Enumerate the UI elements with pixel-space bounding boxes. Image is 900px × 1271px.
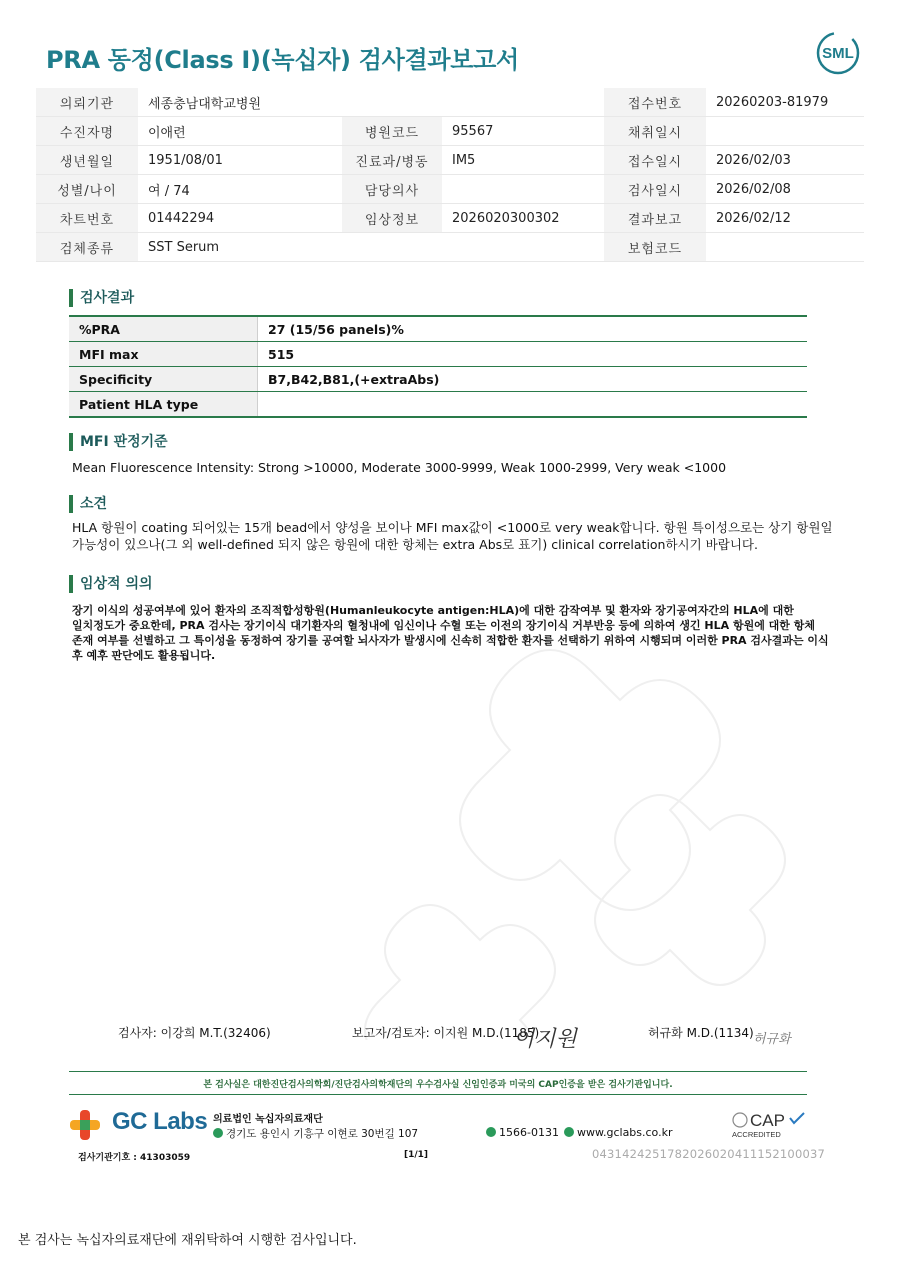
label-hospital-code: 병원코드 [342,117,442,146]
info-row [36,117,864,146]
phone-icon [486,1127,496,1137]
label-result-report: 결과보고 [604,204,706,233]
clinical-line: 존재 여부를 선별하고 그 특이성을 동정하여 장기를 공여할 뇌사자가 발생시에 신속히 적합한 환자를 선택하기 위하여 시행되며 이러한 PRA 검사결과는 이식 [72,634,829,647]
value-department: IM5 [442,146,604,175]
result-value: 515 [258,342,808,367]
clinical-line: 일치정도가 중요한데, PRA 검사는 장기이식 대기환자의 혈청내에 임신이나 수혈 또는 이전의 장기이식 거부반응 등에 의하여 생긴 HLA 항원에 대한 항체 [72,619,816,632]
value-birth-date: 1951/08/01 [138,146,342,175]
cap-sub-text: ACCREDITED [732,1130,781,1139]
table-row [69,392,807,418]
gc-labs-name: GC Labs [112,1108,208,1135]
doctor-handwritten-sign: 허규화 [753,1032,791,1047]
barcode-number: 04314242517820260204111521000​37 [592,1147,826,1161]
location-pin-icon [213,1128,223,1138]
value-specimen-type: SST Serum [138,233,604,262]
doctor-signature: 허규화 M.D.(1134) [648,1026,754,1040]
value-attending-doctor [442,175,604,204]
website-text[interactable]: www.gclabs.co.kr [577,1126,673,1139]
value-sex-age: 여 / 74 [138,175,342,204]
result-value [258,392,808,418]
value-receipt-date: 2026/02/03 [706,146,864,175]
value-patient-name: 이애련 [138,117,342,146]
mfi-criteria-text: Mean Fluorescence Intensity: Strong >10000, Moderate 3000-9999, Weak 1000-2999, Very weak <1000 [72,460,727,475]
institution-number: 검사기관기호 : 41303059 [78,1153,191,1163]
opinion-line: HLA 항원이 coating 되어있는 15개 bead에서 양성을 보이나 MFI max값이 <1000로 very weak합니다. 항원 특이성으로는 상기 항원일 [72,520,833,535]
value-collection-date [706,117,864,146]
label-requesting-institution: 의뢰기관 [36,88,138,117]
info-row [36,88,864,117]
cap-text: CAP [750,1111,785,1130]
info-row [36,146,864,175]
table-row [69,367,807,392]
report-title: PRA 동정(Class I)(녹십자) 검사결과보고서 [46,46,519,74]
result-table [69,315,807,418]
label-insurance-code: 보험코드 [604,233,706,262]
cap-check-icon [730,1110,808,1142]
label-attending-doctor: 담당의사 [342,175,442,204]
result-key: MFI max [69,342,258,367]
label-test-date: 검사일시 [604,175,706,204]
sml-logo-icon [812,30,864,76]
info-row [36,233,864,262]
table-row [69,316,807,342]
value-result-report: 2026/02/12 [706,204,864,233]
web-icon [564,1127,574,1137]
section-heading-opinion: 소견 [69,495,107,513]
address-text: 경기도 용인시 기흥구 이현로 30번길 107 [226,1128,419,1140]
result-key: Patient HLA type [69,392,258,418]
section-heading-mfi: MFI 판정기준 [69,433,168,451]
patient-info-table [36,88,864,262]
section-heading-result: 검사결과 [69,289,134,307]
label-clinical-info: 임상정보 [342,204,442,233]
result-value: B7,B42,B81,(+extraAbs) [258,367,808,392]
logo-text: SML [822,45,854,62]
corporation-name: 의료법인 녹십자의료재단 [213,1114,323,1125]
value-requesting-institution: 세종충남대학교병원 [138,88,604,117]
label-birth-date: 생년월일 [36,146,138,175]
value-insurance-code [706,233,864,262]
divider [69,1094,807,1095]
value-test-date: 2026/02/08 [706,175,864,204]
clinical-line: 장기 이식의 성공여부에 있어 환자의 조직적합성항원(Humanleukocyte antigen:HLA)에 대한 감작여부 및 환자와 장기공여자간의 HLA에 대한 [72,604,794,617]
label-receipt-number: 접수번호 [604,88,706,117]
value-clinical-info: 2026020300302 [442,204,604,233]
table-row [69,342,807,367]
clinical-line: 후 예후 판단에도 활용됩니다. [72,649,216,662]
info-row [36,204,864,233]
label-department: 진료과/병동 [342,146,442,175]
label-receipt-date: 접수일시 [604,146,706,175]
result-key: %PRA [69,316,258,342]
value-chart-number: 01442294 [138,204,342,233]
label-chart-number: 차트번호 [36,204,138,233]
label-sex-age: 성별/나이 [36,175,138,204]
divider [69,1071,807,1072]
reporter-handwritten-sign: 이지원 [513,1027,577,1052]
label-patient-name: 수진자명 [36,117,138,146]
info-row [36,175,864,204]
opinion-line: 가능성이 있으나(그 외 well-defined 되지 않은 항원에 대한 항체는 extra Abs로 표기) clinical correlation하시기 바랍니다. [72,537,758,552]
result-value: 27 (15/56 panels)% [258,316,808,342]
page-number: [1/1] [404,1150,429,1160]
result-key: Specificity [69,367,258,392]
section-heading-clinical: 임상적 의의 [69,575,153,593]
label-collection-date: 채취일시 [604,117,706,146]
website[interactable] [564,1126,673,1139]
tester-signature: 검사자: 이강희 M.T.(32406) [118,1026,271,1040]
reporter-signature: 보고자/검토자: 이지원 M.D.(1185) [352,1026,540,1040]
value-receipt-number: 20260203-81979 [706,88,864,117]
address [213,1126,418,1141]
gc-cross-icon [68,1108,102,1142]
phone-text: 1566-0131 [499,1126,559,1139]
label-specimen-type: 검체종류 [36,233,138,262]
phone [486,1126,559,1139]
accreditation-notice: 본 검사실은 대한진단검사의학회/진단검사의학재단의 우수검사실 신임인증과 미국의 CAP인증을 받은 검사기관입니다. [203,1080,673,1090]
bottom-note: 본 검사는 녹십자의료재단에 재위탁하여 시행한 검사입니다. [18,1233,357,1248]
value-hospital-code: 95567 [442,117,604,146]
